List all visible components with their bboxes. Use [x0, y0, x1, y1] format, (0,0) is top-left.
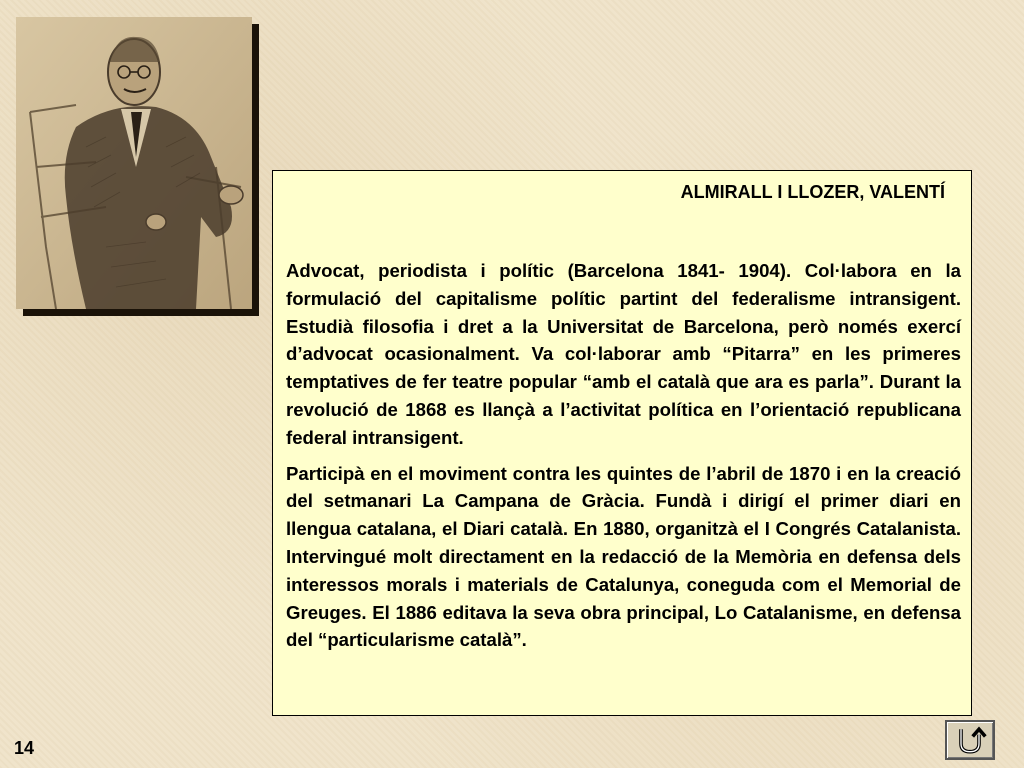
page-number: 14 [14, 738, 35, 758]
return-button[interactable] [945, 720, 995, 760]
biography-text-box [272, 170, 972, 716]
return-u-turn-icon [947, 722, 993, 758]
portrait-image [16, 17, 252, 309]
biography-title: ALMIRALL I LLOZER, VALENTÍ [680, 182, 945, 202]
biography-paragraph-1: Advocat, periodista i polític (Barcelona 1841- 1904). Col·labora en la formulació del capitalisme polític partint del federalisme intransigent. Estudià filosofia i dret a la Universitat de Barcelona, però només exercí d’advocat ocasionalment. Va col·laborar amb “Pitarra” en les primeres temptatives de fer teatre popular “amb el català que ara es parla”. Durant la revolució de 1868 es llançà a l’activitat política en l’orientació republicana federal intransigent. [286, 260, 961, 448]
biography-paragraph-2: Participà en el moviment contra les quintes de l’abril de 1870 i en la creació del setmanari La Campana de Gràcia. Fundà i dirigí el primer diari en llengua catalana, el Diari català. En 1880, organitzà el I Congrés Catalanista. Intervingué molt directament en la redacció de la Memòria en defensa dels interessos morals i materials de Catalunya, coneguda com el Memorial de Greuges. El 1886 editava la seva obra principal, Lo Catalanisme, en defensa del “particularisme català”. [286, 462, 961, 651]
